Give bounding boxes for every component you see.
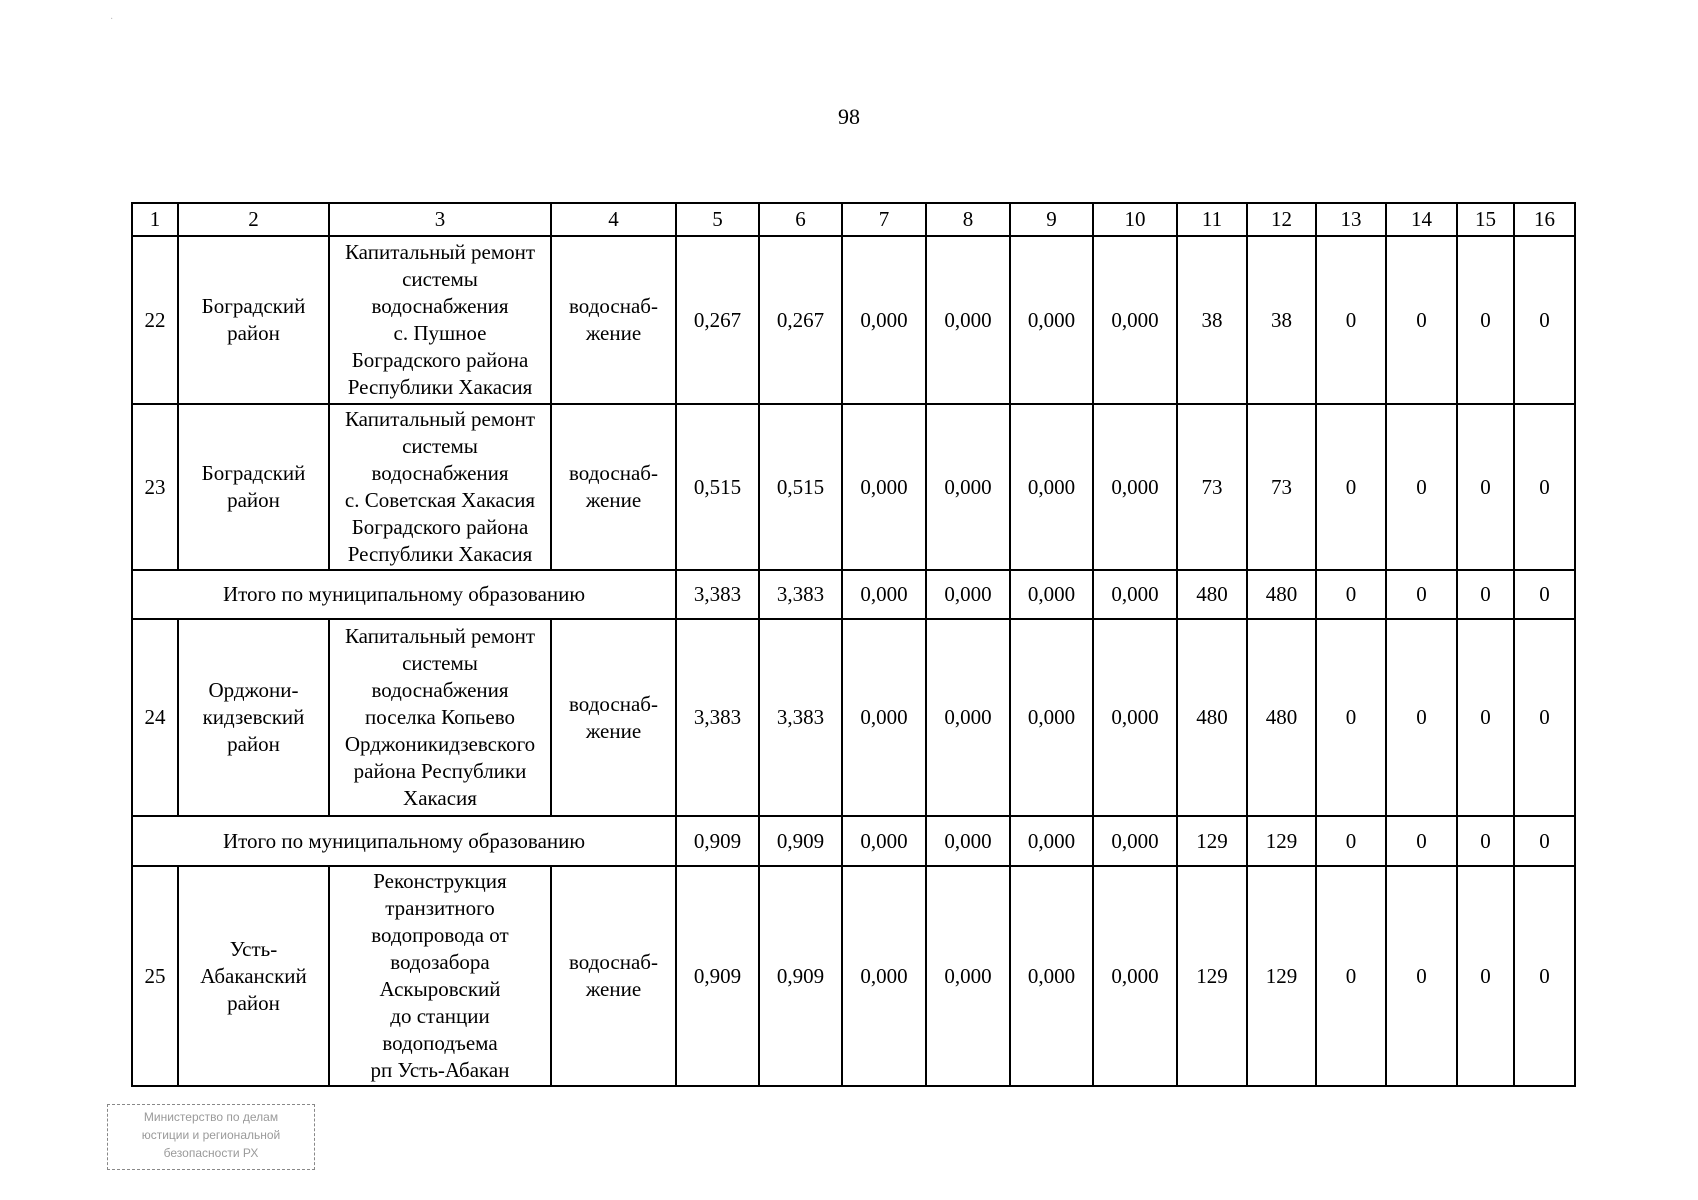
value-cell: 0,000: [1093, 619, 1177, 816]
description-line: Капитальный ремонт: [344, 240, 536, 264]
value-cell: 0: [1386, 816, 1457, 866]
value-cell: 0: [1514, 619, 1575, 816]
header-row: [132, 203, 1575, 236]
row-number: 22: [132, 236, 178, 404]
value-cell: 0,909: [759, 866, 842, 1086]
value-cell: 0,000: [1093, 570, 1177, 619]
value-cell: 0,909: [759, 816, 842, 866]
total-label: Итого по муниципальному образованию: [132, 816, 676, 866]
district-line: Усть-: [229, 936, 278, 961]
value-cell: 0: [1514, 404, 1575, 570]
value-cell: 129: [1247, 866, 1316, 1086]
total-label: Итого по муниципальному образованию: [132, 570, 676, 619]
value-cell: 0,000: [1093, 236, 1177, 404]
stamp-line: безопасности РХ: [163, 1146, 259, 1160]
description-cell: [329, 866, 551, 1086]
description-line: Боградского района: [351, 515, 529, 539]
value-cell: 0: [1386, 236, 1457, 404]
stamp-line: Министерство по делам: [143, 1110, 279, 1124]
value-cell: 3,383: [759, 619, 842, 816]
value-cell: 0,000: [842, 866, 926, 1086]
value-cell: 0: [1316, 570, 1386, 619]
header-cell: 2: [178, 203, 329, 236]
district-line: район: [227, 488, 280, 512]
value-cell: 0,000: [1010, 619, 1093, 816]
table-row: [132, 236, 1575, 404]
value-cell: 0,515: [676, 404, 759, 570]
value-cell: 0,000: [926, 570, 1010, 619]
value-cell: 0,000: [926, 236, 1010, 404]
value-cell: 0,000: [1093, 816, 1177, 866]
value-cell: 0,000: [926, 816, 1010, 866]
value-cell: 0,000: [842, 619, 926, 816]
value-cell: 0,000: [1010, 866, 1093, 1086]
type-line: водоснаб-: [569, 950, 658, 974]
value-cell: 0,515: [759, 404, 842, 570]
table-row: [132, 866, 1575, 1086]
district-cell: [178, 404, 329, 570]
description-cell: [329, 619, 551, 816]
description-line: транзитного: [385, 896, 495, 920]
description-line: рп Усть-Абакан: [370, 1058, 510, 1082]
header-cell: 1: [132, 203, 178, 236]
type-line: водоснаб-: [569, 691, 658, 716]
page-number: 98: [838, 104, 860, 129]
value-cell: 38: [1247, 236, 1316, 404]
value-cell: 480: [1177, 619, 1247, 816]
table-row: [132, 619, 1575, 816]
value-cell: 129: [1177, 816, 1247, 866]
value-cell: 129: [1247, 816, 1316, 866]
registration-stamp: [107, 1104, 315, 1170]
description-line: с. Советская Хакасия: [344, 488, 536, 512]
table-row: [132, 404, 1575, 570]
description-line: Капитальный ремонт: [344, 407, 536, 431]
description-line: водоподъема: [382, 1031, 498, 1055]
value-cell: 0: [1316, 816, 1386, 866]
value-cell: 0: [1457, 816, 1514, 866]
district-line: район: [227, 732, 280, 756]
total-row: [132, 570, 1575, 619]
value-cell: 0: [1514, 816, 1575, 866]
value-cell: 0,267: [676, 236, 759, 404]
district-line: Абаканский: [200, 963, 307, 988]
header-cell: 13: [1316, 203, 1386, 236]
district-line: Боградский: [201, 461, 306, 485]
header-cell: 14: [1386, 203, 1457, 236]
value-cell: 0,000: [1010, 236, 1093, 404]
value-cell: 38: [1177, 236, 1247, 404]
total-row: [132, 816, 1575, 866]
value-cell: 0: [1316, 619, 1386, 816]
district-cell: [178, 619, 329, 816]
value-cell: 129: [1177, 866, 1247, 1086]
type-line: водоснаб-: [569, 461, 658, 485]
value-cell: 0,000: [842, 404, 926, 570]
value-cell: 0,267: [759, 236, 842, 404]
header-cell: 16: [1514, 203, 1575, 236]
value-cell: 0: [1514, 866, 1575, 1086]
header-cell: 11: [1177, 203, 1247, 236]
district-line: Боградский: [201, 294, 306, 318]
description-line: района Республики: [353, 759, 527, 783]
description-line: Республики Хакасия: [347, 542, 533, 566]
description-line: с. Пушное: [393, 321, 487, 345]
header-cell: 3: [329, 203, 551, 236]
description-cell: [329, 236, 551, 404]
description-line: системы: [402, 434, 478, 458]
value-cell: 0,000: [842, 816, 926, 866]
scan-mark: ·: [110, 14, 114, 25]
header-cell: 8: [926, 203, 1010, 236]
description-line: Боградского района: [351, 348, 529, 372]
value-cell: 3,383: [759, 570, 842, 619]
value-cell: 0,000: [842, 570, 926, 619]
value-cell: 0,000: [926, 866, 1010, 1086]
row-number: 24: [132, 619, 178, 816]
value-cell: 0,000: [926, 619, 1010, 816]
value-cell: 0,909: [676, 866, 759, 1086]
value-cell: 0,000: [1010, 404, 1093, 570]
header-cell: 5: [676, 203, 759, 236]
header-cell: 15: [1457, 203, 1514, 236]
district-line: район: [227, 990, 280, 1015]
type-line: жение: [585, 488, 642, 512]
value-cell: 3,383: [676, 570, 759, 619]
description-line: поселка Копьево: [365, 705, 515, 729]
header-cell: 12: [1247, 203, 1316, 236]
type-line: жение: [585, 321, 642, 345]
value-cell: 0: [1316, 404, 1386, 570]
description-cell: [329, 404, 551, 570]
value-cell: 0: [1457, 866, 1514, 1086]
header-cell: 7: [842, 203, 926, 236]
description-line: водоснабжения: [371, 294, 509, 318]
type-cell: [551, 404, 676, 570]
description-line: Реконструкция: [373, 869, 507, 893]
value-cell: 0,000: [1010, 570, 1093, 619]
district-line: Орджони-: [208, 678, 299, 702]
description-line: системы: [402, 267, 478, 291]
district-cell: [178, 866, 329, 1086]
value-cell: 0,000: [1010, 816, 1093, 866]
value-cell: 480: [1177, 570, 1247, 619]
value-cell: 0,000: [926, 404, 1010, 570]
value-cell: 0: [1386, 866, 1457, 1086]
description-line: до станции: [390, 1004, 490, 1028]
value-cell: 0,909: [676, 816, 759, 866]
value-cell: 0,000: [1093, 866, 1177, 1086]
type-cell: [551, 619, 676, 816]
value-cell: 0: [1514, 570, 1575, 619]
value-cell: 0: [1457, 236, 1514, 404]
type-line: жение: [585, 977, 642, 1001]
value-cell: 0: [1457, 619, 1514, 816]
value-cell: 73: [1247, 404, 1316, 570]
description-line: системы: [402, 651, 478, 675]
row-number: 23: [132, 404, 178, 570]
description-line: Орджоникидзевского: [344, 732, 536, 756]
value-cell: 0: [1386, 570, 1457, 619]
value-cell: 73: [1177, 404, 1247, 570]
value-cell: 0: [1457, 404, 1514, 570]
description-line: Аскыровский: [379, 977, 501, 1001]
header-cell: 4: [551, 203, 676, 236]
value-cell: 0: [1386, 404, 1457, 570]
stamp-line: юстиции и региональной: [141, 1128, 281, 1142]
type-line: водоснаб-: [569, 294, 658, 318]
value-cell: 3,383: [676, 619, 759, 816]
header-cell: 10: [1093, 203, 1177, 236]
header-cell: 6: [759, 203, 842, 236]
description-line: водоснабжения: [371, 678, 509, 702]
header-cell: 9: [1010, 203, 1093, 236]
budget-table: [131, 202, 1576, 1087]
value-cell: 480: [1247, 570, 1316, 619]
district-line: район: [227, 321, 280, 345]
description-line: водопровода от: [371, 923, 509, 947]
value-cell: 0,000: [1093, 404, 1177, 570]
value-cell: 0: [1316, 866, 1386, 1086]
value-cell: 0: [1457, 570, 1514, 619]
description-line: водоснабжения: [371, 461, 509, 485]
value-cell: 480: [1247, 619, 1316, 816]
type-cell: [551, 236, 676, 404]
description-line: водозабора: [390, 950, 490, 974]
district-line: кидзевский: [202, 705, 305, 729]
description-line: Республики Хакасия: [347, 375, 533, 399]
description-line: Хакасия: [403, 786, 477, 810]
type-cell: [551, 866, 676, 1086]
value-cell: 0: [1514, 236, 1575, 404]
value-cell: 0: [1316, 236, 1386, 404]
value-cell: 0,000: [842, 236, 926, 404]
description-line: Капитальный ремонт: [344, 624, 536, 648]
row-number: 25: [132, 866, 178, 1086]
district-cell: [178, 236, 329, 404]
type-line: жение: [585, 718, 642, 743]
value-cell: 0: [1386, 619, 1457, 816]
